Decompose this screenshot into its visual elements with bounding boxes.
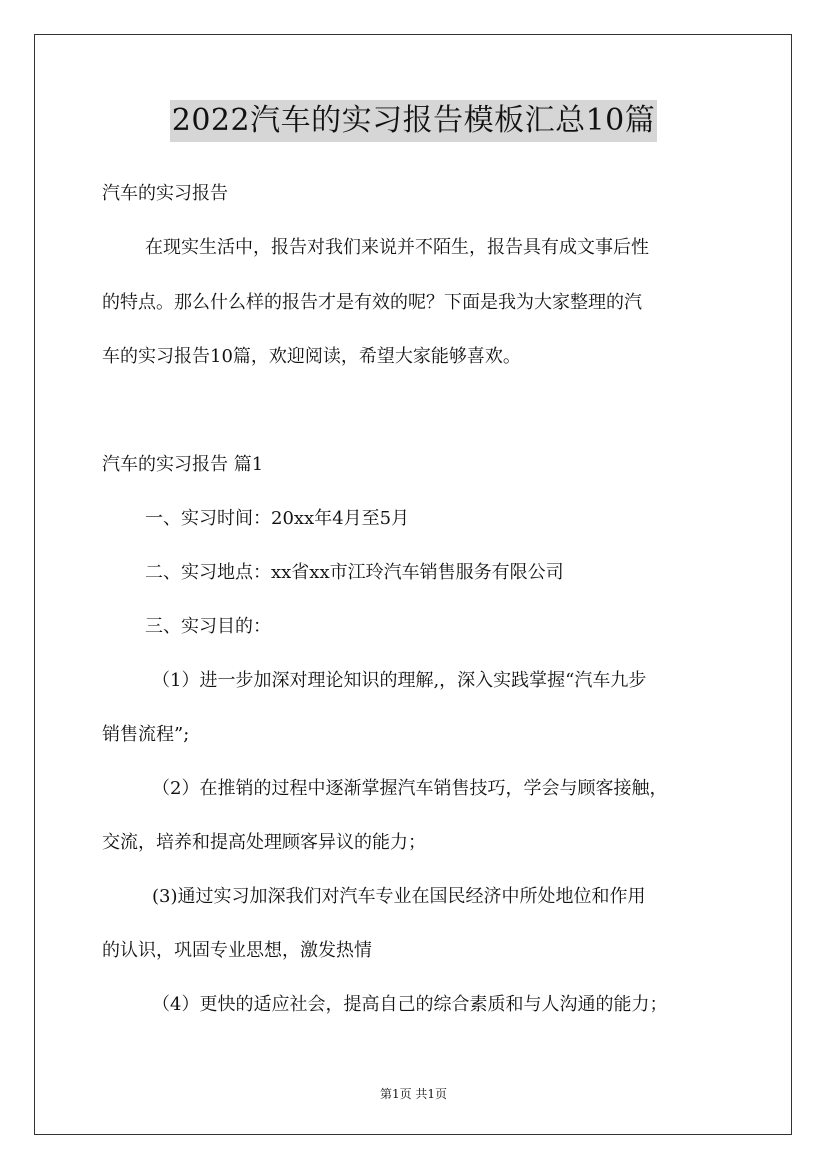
goal-3-line-1: (3)通过实习加深我们对汽车专业在国民经济中所处地位和作用 (152, 886, 646, 907)
item-purpose: 三、实习目的： (145, 616, 271, 637)
goal-1-line-1: （1）进一步加深对理论知识的理解,，深入实践掌握“汽车九步 (152, 670, 647, 691)
document-subtitle: 汽车的实习报告 (102, 183, 228, 204)
document-title: 2022汽车的实习报告模板汇总10篇 (170, 100, 658, 142)
intro-line-3: 车的实习报告10篇，欢迎阅读，希望大家能够喜欢。 (102, 346, 521, 367)
intro-line-1: 在现实生活中，报告对我们来说并不陌生，报告具有成文事后性 (145, 237, 649, 258)
goal-3-line-2: 的认识，巩固专业思想，激发热情 (102, 940, 372, 961)
page-footer: 第1页 共1页 (379, 1087, 448, 1101)
item-location: 二、实习地点：xx省xx市江玲汽车销售服务有限公司 (145, 562, 564, 583)
item-time: 一、实习时间：20xx年4月至5月 (145, 508, 410, 529)
goal-4-line-1: （4）更快的适应社会，提高自己的综合素质和与人沟通的能力； (152, 994, 668, 1015)
section-heading: 汽车的实习报告 篇1 (102, 454, 264, 475)
title-container (0, 100, 827, 142)
goal-1-line-2: 销售流程”; (102, 724, 190, 745)
goal-2-line-1: （2）在推销的过程中逐渐掌握汽车销售技巧，学会与顾客接触， (152, 778, 668, 799)
goal-2-line-2: 交流，培养和提高处理顾客异议的能力； (102, 832, 426, 853)
intro-line-2: 的特点。那么什么样的报告才是有效的呢？下面是我为大家整理的汽 (102, 292, 642, 313)
